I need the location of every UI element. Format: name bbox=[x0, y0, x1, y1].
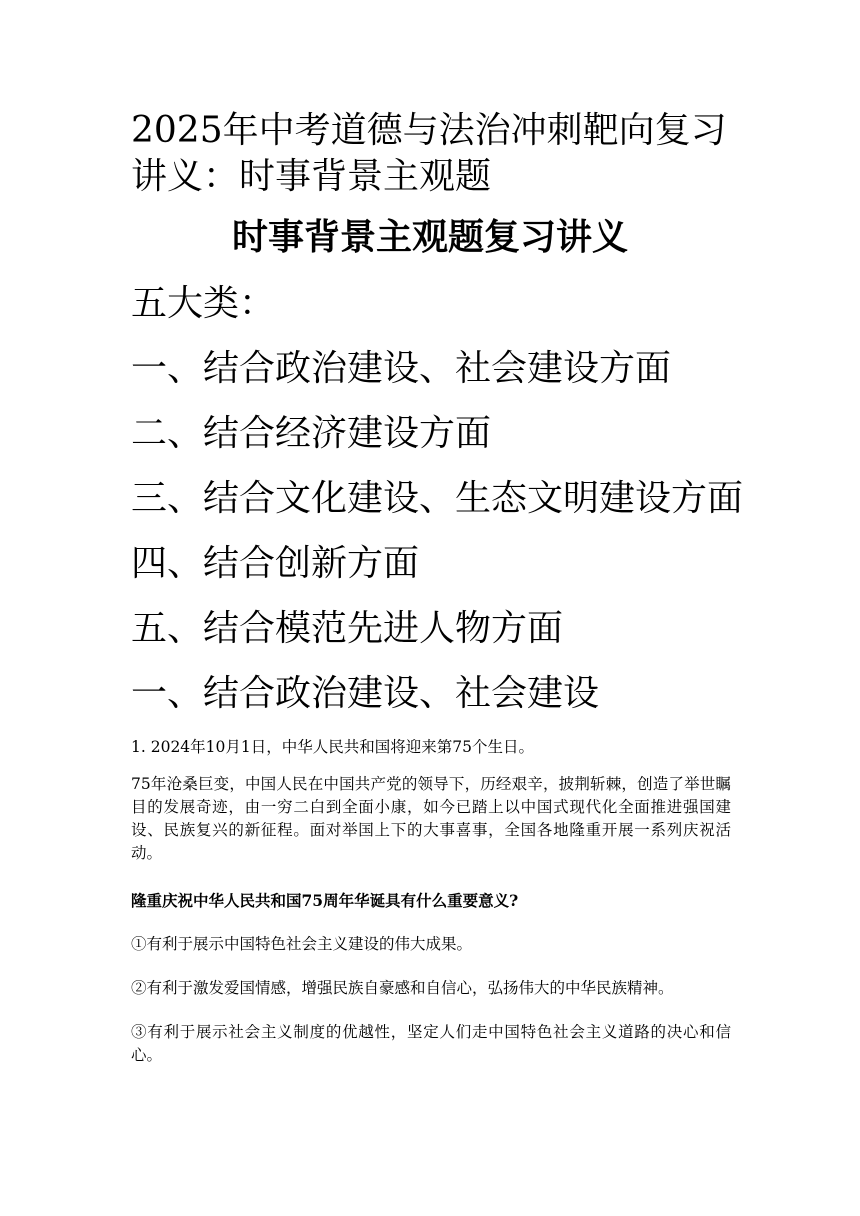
category-item: 一、结合政治建设、社会建设方面 bbox=[131, 348, 672, 389]
answer-item: ①有利于展示中国特色社会主义建设的伟大成果。 bbox=[131, 935, 473, 953]
answer-item: ②有利于激发爱国情感，增强民族自豪感和自信心，弘扬伟大的中华民族精神。 bbox=[131, 979, 674, 997]
question-text: 隆重庆祝中华人民共和国75周年华诞具有什么重要意义? bbox=[131, 891, 519, 910]
background-paragraph: 75年沧桑巨变，中国人民在中国共产党的领导下，历经艰辛，披荆斩棘，创造了举世瞩目的发展奇迹，由一穷二白到全面小康，如今已踏上以中国式现代化全面推进强国建设、民族复兴的新征程。面对举国上下的大事喜事，全国各地隆重开展一系列庆祝活动。 bbox=[131, 775, 731, 862]
answer-item: ③有利于展示社会主义制度的优越性，坚定人们走中国特色社会主义道路的决心和信心。 bbox=[131, 1023, 731, 1064]
category-item: 二、结合经济建设方面 bbox=[131, 413, 492, 454]
document-title: 2025年中考道德与法治冲刺靶向复习讲义：时事背景主观题 bbox=[131, 110, 727, 197]
categories-heading: 五大类： bbox=[131, 283, 276, 324]
category-item: 四、结合创新方面 bbox=[131, 543, 420, 584]
item-1-text: 1. 2024年10月1日，中华人民共和国将迎来第75个生日。 bbox=[131, 738, 534, 756]
section-heading: 一、结合政治建设、社会建设 bbox=[131, 673, 600, 714]
category-item: 五、结合模范先进人物方面 bbox=[131, 608, 564, 649]
category-item: 三、结合文化建设、生态文明建设方面 bbox=[131, 478, 744, 519]
document-subtitle: 时事背景主观题复习讲义 bbox=[231, 216, 628, 258]
